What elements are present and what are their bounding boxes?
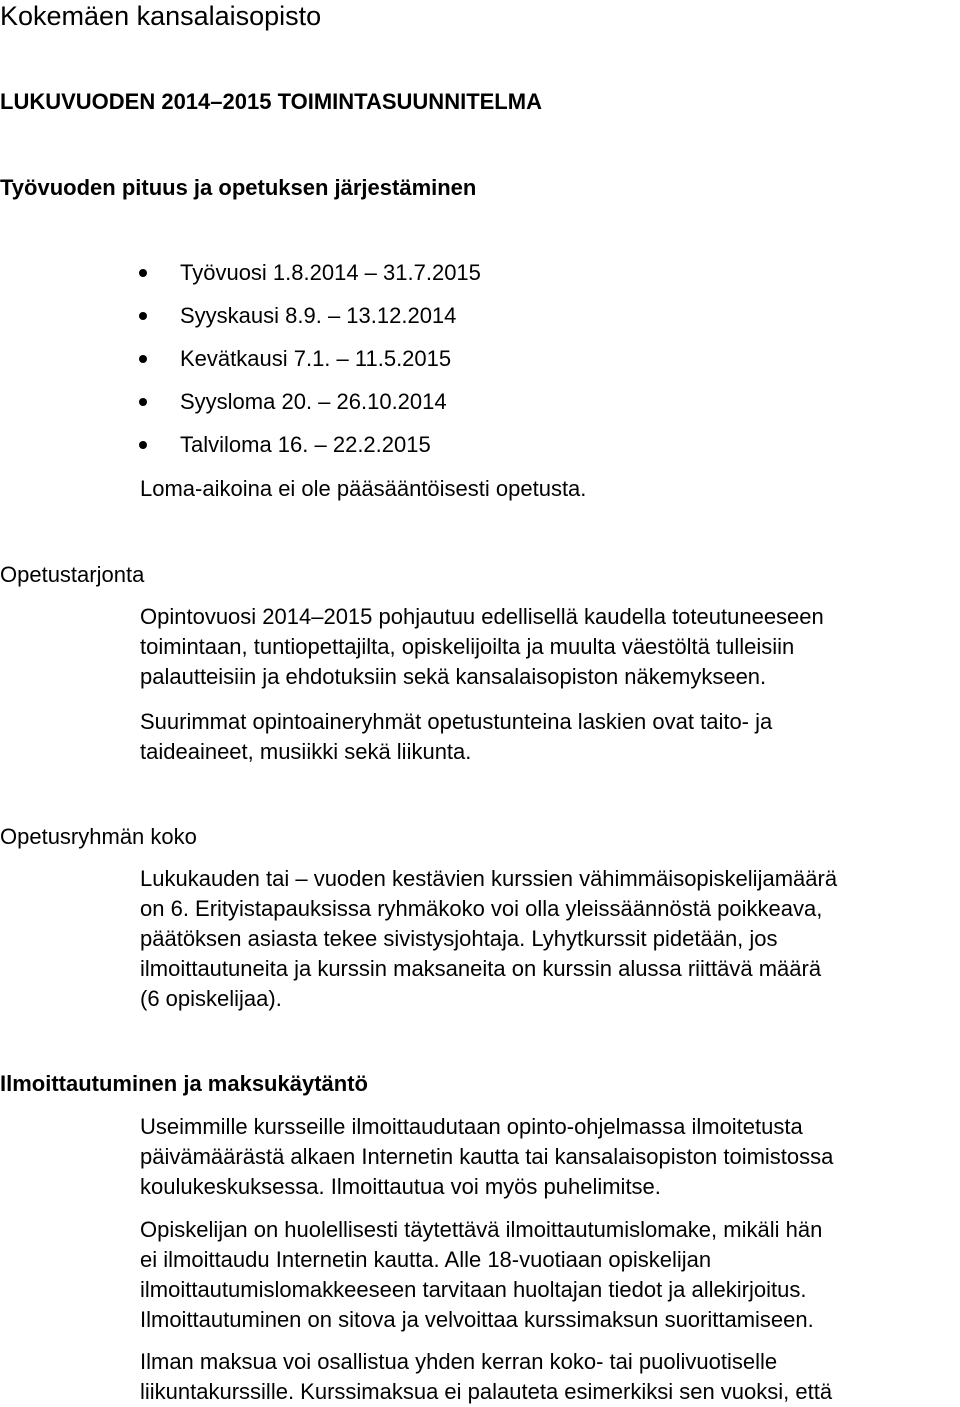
section-heading-teaching: Opetustarjonta (0, 562, 145, 587)
bullet-icon (139, 441, 147, 449)
group-size-paragraph: Lukukauden tai – vuoden kestävien kurssien vähimmäisopiskelijamäärä on 6. Erityistapauksissa ryhmäkoko voi olla yleissäännöstä poikkeava, päätöksen asiasta tekee sivistysjohtaja. Lyhytkurssit pidetään, jos ilmoittautuneita ja kurssin maksaneita on kurssin alussa riittävä määrä (6 opiskelijaa). (140, 866, 838, 1011)
bullet-icon (139, 312, 147, 320)
teaching-paragraph-2: Suurimmat opintoaineryhmät opetustunteina laskien ovat taito- ja taideaineet, musiikki sekä liikunta. (140, 709, 773, 764)
organization-title: Kokemäen kansalaisopisto (0, 1, 322, 31)
bullet-icon (139, 269, 147, 277)
registration-paragraph-3: Ilman maksua voi osallistua yhden kerran koko- tai puolivuotiselle liikuntakurssille. Kurssimaksua ei palauteta esimerkiksi sen vuoksi, että (140, 1349, 833, 1404)
section-heading-group-size: Opetusryhmän koko (0, 824, 197, 849)
bullet-icon (139, 398, 147, 406)
plan-title: LUKUVUODEN 2014–2015 TOIMINTASUUNNITELMA (0, 89, 542, 114)
teaching-paragraph-1: Opintovuosi 2014–2015 pohjautuu edellisellä kaudella toteutuneeseen toimintaan, tuntiopettajilta, opiskelijoilta ja muulta väestöltä tulleisiin palautteisiin ja ehdotuksiin sekä kansalaisopiston näkemykseen. (140, 604, 824, 689)
registration-paragraph-2: Opiskelijan on huolellisesti täytettävä ilmoittautumislomake, mikäli hän ei ilmoittaudu Internetin kautta. Alle 18-vuotiaan opiskelijan ilmoittautumislomakkeeseen tarvitaan huoltajan tiedot ja allekirjoitus. Ilmoittautuminen on sitova ja velvoittaa kurssimaksun suorittamiseen. (140, 1217, 823, 1332)
bullet-icon (139, 355, 147, 363)
section-heading-work-year: Työvuoden pituus ja opetuksen järjestäminen (0, 175, 477, 200)
holiday-note: Loma-aikoina ei ole pääsääntöisesti opetusta. (140, 476, 587, 501)
registration-paragraph-1: Useimmille kursseille ilmoittaudutaan opinto-ohjelmassa ilmoitetusta päivämäärästä alkaen Internetin kautta tai kansalaisopiston toimistossa koulukeskuksessa. Ilmoittautua voi myös puhelimitse. (140, 1114, 834, 1199)
section-heading-registration: Ilmoittautuminen ja maksukäytäntö (0, 1071, 368, 1096)
